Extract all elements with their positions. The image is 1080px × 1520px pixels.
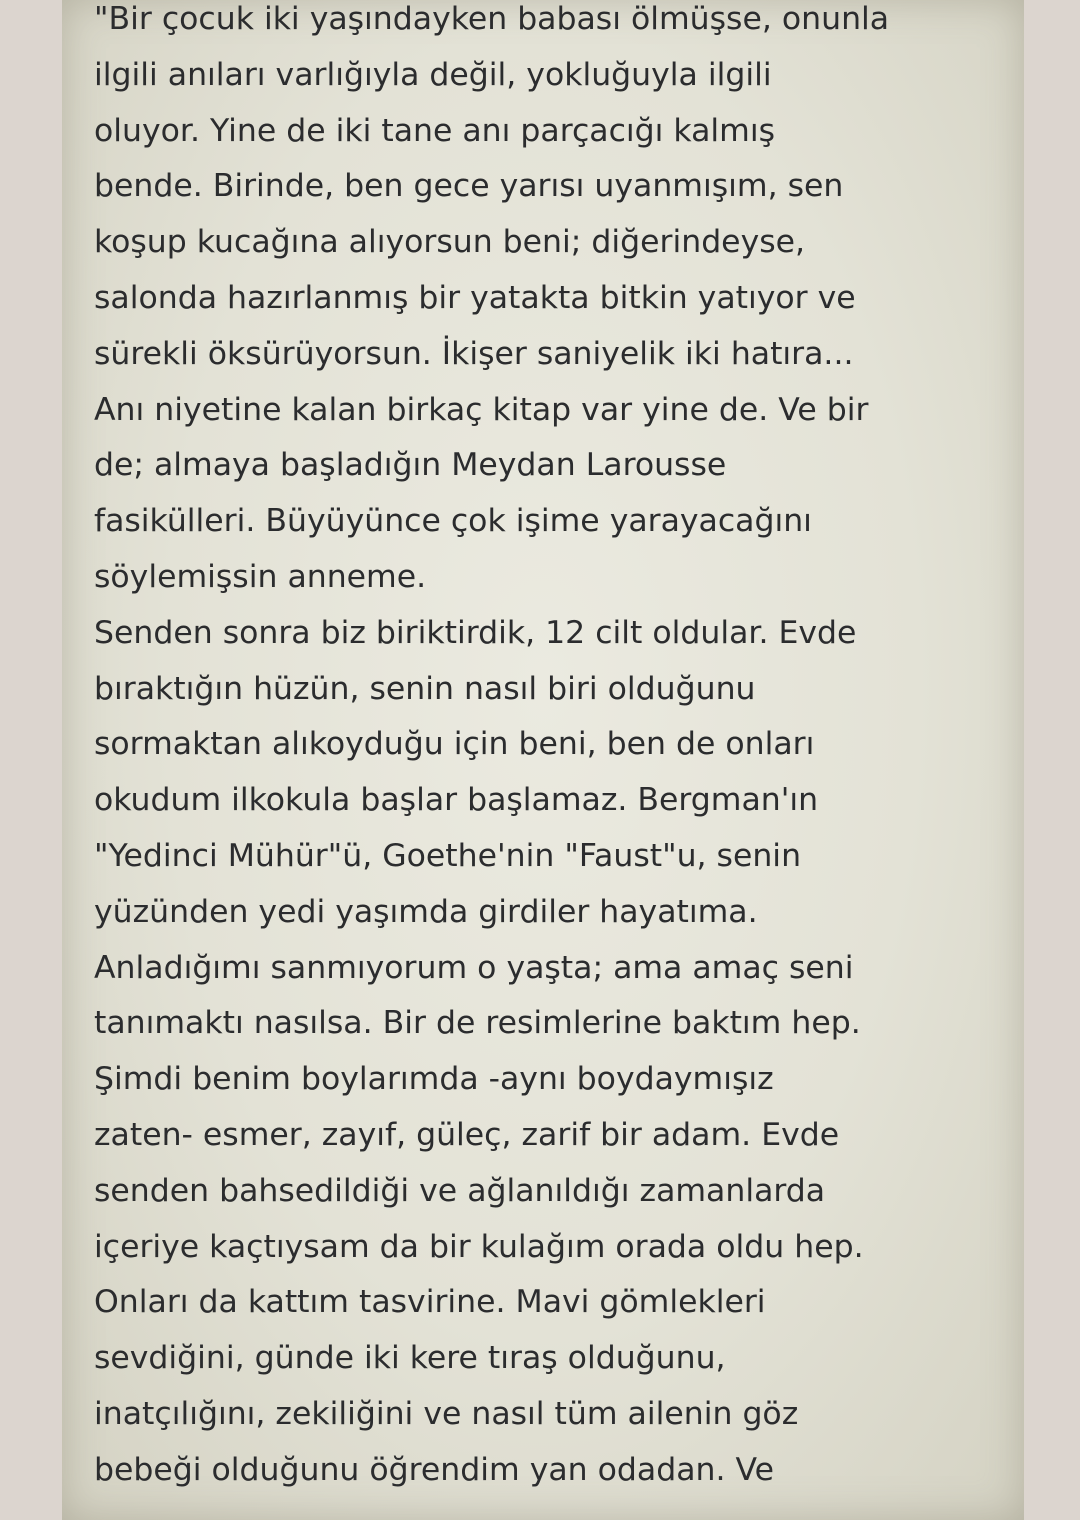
text-line-19: tanımaktı nasılsa. Bir de resimlerine baktım hep. [94, 1005, 861, 1042]
text-line-24: Onları da kattım tasvirine. Mavi gömlekleri [94, 1284, 766, 1321]
left-frame-border [0, 0, 62, 1520]
text-line-15: okudum ilkokula başlar başlamaz. Bergman'ın [94, 782, 819, 819]
text-line-18: Anladığımı sanmıyorum o yaşta; ama amaç seni [94, 949, 854, 986]
text-line-14: sormaktan alıkoyduğu için beni, ben de onları [94, 726, 815, 763]
text-line-7: sürekli öksürüyorsun. İkişer saniyelik iki hatıra... [94, 335, 854, 372]
text-line-1: "Bir çocuk iki yaşındayken babası ölmüşse, onunla [94, 1, 890, 37]
text-line-8: Anı niyetine kalan birkaç kitap var yine de. Ve bir [94, 391, 869, 428]
text-line-10: fasikülleri. Büyüyünce çok işime yarayacağını [94, 503, 812, 540]
text-line-17: yüzünden yedi yaşımda girdiler hayatıma. [94, 893, 758, 930]
body-text [94, 0, 1014, 1499]
text-line-26: inatçılığını, zekiliğini ve nasıl tüm ailenin göz [94, 1395, 799, 1432]
text-line-3: oluyor. Yine de iki tane anı parçacığı kalmış [94, 112, 776, 149]
text-line-21: zaten- esmer, zayıf, güleç, zarif bir adam. Evde [94, 1116, 840, 1153]
text-line-2: ilgili anıları varlığıyla değil, yokluğuyla ilgili [94, 56, 772, 93]
text-page [62, 0, 1024, 1520]
text-line-25: sevdiğini, günde iki kere tıraş olduğunu, [94, 1340, 726, 1377]
text-line-5: koşup kucağına alıyorsun beni; diğerindeyse, [94, 224, 806, 261]
text-line-13: bıraktığın hüzün, senin nasıl biri olduğunu [94, 670, 756, 707]
text-line-11: söylemişsin anneme. [94, 558, 427, 595]
text-line-12: Senden sonra biz biriktirdik, 12 cilt oldular. Evde [94, 614, 857, 651]
text-line-27: bebeği olduğunu öğrendim yan odadan. Ve [94, 1451, 774, 1488]
right-frame-border [1024, 0, 1080, 1520]
text-line-4: bende. Birinde, ben gece yarısı uyanmışım, sen [94, 168, 844, 205]
text-line-6: salonda hazırlanmış bir yatakta bitkin yatıyor ve [94, 279, 856, 316]
text-line-20: Şimdi benim boylarımda -aynı boydaymışız [94, 1061, 774, 1098]
text-line-16: "Yedinci Mühür"ü, Goethe'nin "Faust"u, senin [94, 837, 802, 874]
text-line-22: senden bahsedildiği ve ağlanıldığı zamanlarda [94, 1172, 826, 1209]
text-line-9: de; almaya başladığın Meydan Larousse [94, 447, 727, 484]
text-line-23: içeriye kaçtıysam da bir kulağım orada oldu hep. [94, 1228, 864, 1265]
